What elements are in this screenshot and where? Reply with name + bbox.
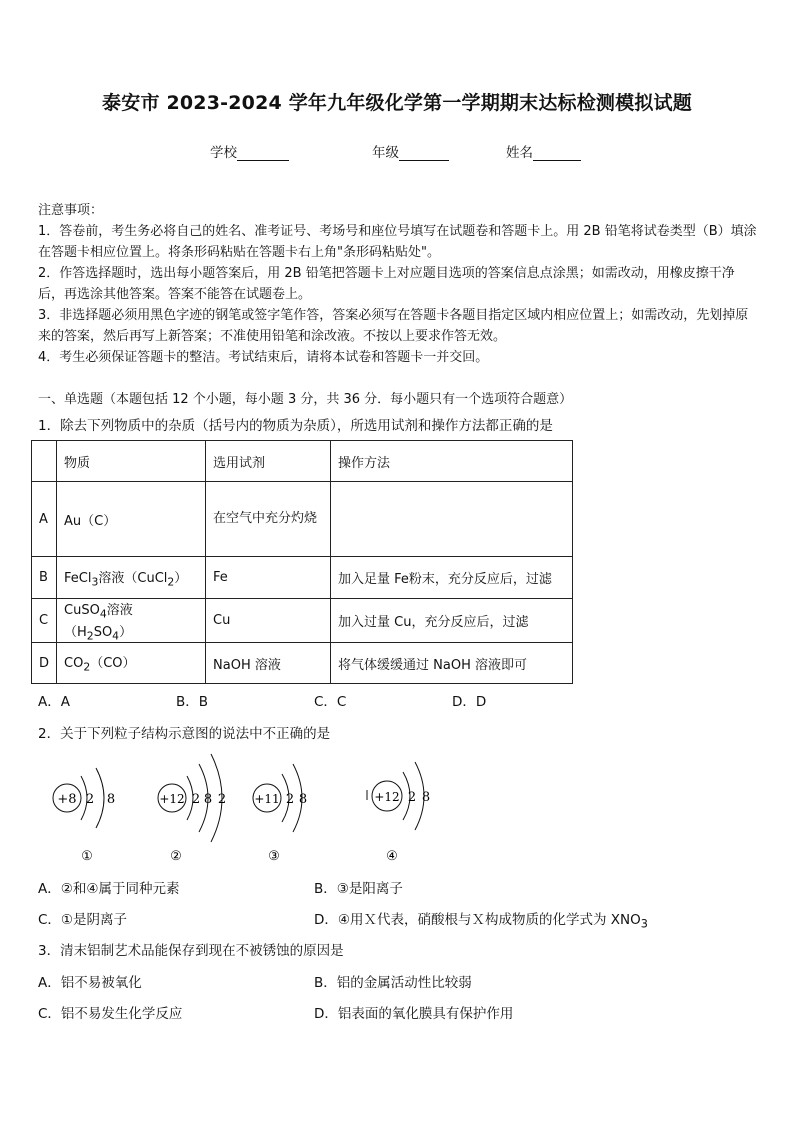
shell-electrons: 2 (407, 790, 417, 805)
substance-cell: Au（C） (57, 482, 206, 557)
nucleus-charge: +12 (159, 792, 185, 806)
question-3-stem: 3．清末铝制艺术品能保存到现在不被锈蚀的原因是 (38, 943, 344, 959)
notes-heading: 注意事项： (38, 203, 104, 218)
question-2-stem: 2．关于下列粒子结构示意图的说法中不正确的是 (38, 726, 331, 742)
q3-option-d[interactable]: D．铝表面的氧化膜具有保护作用 (314, 1006, 514, 1022)
section-heading: 一、单选题（本题包括 12 个小题，每小题 3 分，共 36 分．每小题只有一个选项符合题意） (38, 392, 573, 407)
grade-blank[interactable] (399, 146, 449, 161)
name-label: 姓名 (506, 145, 533, 161)
diagram-caption: ③ (268, 849, 280, 864)
reagent-cell: 在空气中充分灼烧 (206, 482, 331, 557)
diagram-caption: ④ (386, 849, 398, 864)
shell-electrons: 2 (191, 792, 201, 807)
atomic-structure-diagrams (0, 750, 794, 870)
atom-diagram-1 (53, 768, 115, 864)
school-blank[interactable] (237, 146, 289, 161)
atom-diagram-3 (253, 764, 307, 864)
method-cell: 加入足量 Fe粉末，充分反应后，过滤 (331, 557, 573, 599)
school-label: 学校 (210, 145, 237, 161)
shell-electrons: 8 (203, 792, 213, 807)
q1-option-c[interactable]: C．C (314, 694, 347, 710)
row-label: D (32, 643, 57, 684)
q2-option-b[interactable]: B．③是阳离子 (314, 881, 403, 897)
table-header-cell: 物质 (57, 441, 206, 482)
nucleus-charge: +12 (374, 790, 400, 804)
q3-option-c[interactable]: C．铝不易发生化学反应 (38, 1006, 183, 1022)
shell-electrons: 8 (298, 792, 308, 807)
reagent-cell: NaOH 溶液 (206, 643, 331, 684)
method-cell: 加入过量 Cu，充分反应后，过滤 (331, 599, 573, 643)
q3-option-a[interactable]: A．铝不易被氧化 (38, 975, 142, 991)
q1-option-a[interactable]: A．A (38, 694, 70, 710)
nucleus-charge: +8 (57, 792, 77, 807)
question-1-table (31, 440, 573, 684)
grade-field[interactable] (372, 141, 449, 161)
atom-diagram-2 (158, 754, 226, 864)
q1-option-d[interactable]: D．D (452, 694, 487, 710)
table-row (32, 643, 573, 684)
q1-option-b[interactable]: B．B (176, 694, 209, 710)
table-header-cell (32, 441, 57, 482)
q2-option-a[interactable]: A．②和④属于同种元素 (38, 881, 180, 897)
diagram-caption: ② (170, 849, 182, 864)
table-row (32, 599, 573, 643)
page-title: 泰安市 2023-2024 学年九年级化学第一学期期末达标检测模拟试题 (102, 92, 692, 114)
q2-option-d[interactable]: D．④用Ｘ代表，硝酸根与Ｘ构成物质的化学式为 $XNO_3$ (314, 912, 648, 931)
method-cell (331, 482, 573, 557)
substance-cell: $CO_2(CO)$ (57, 643, 206, 684)
row-label: B (32, 557, 57, 599)
note-item: 4．考生必须保证答题卡的整洁。考试结束后，请将本试卷和答题卡一并交回。 (38, 350, 489, 365)
shell-electrons: 2 (85, 792, 95, 807)
table-row (32, 482, 573, 557)
reagent-cell: Fe (206, 557, 331, 599)
q3-option-b[interactable]: B．铝的金属活动性比较弱 (314, 975, 472, 991)
note-item: 1．答卷前，考生务必将自己的姓名、准考证号、考场号和座位号填写在试题卷和答题卡上。用 2B 铅笔将试卷类型（B）填涂在答题卡相应位置上。将条形码粘贴在答题卡右上角"条形码粘贴处"。 (38, 224, 757, 260)
shell-electrons: 8 (421, 790, 431, 805)
q2-option-c[interactable]: C．①是阴离子 (38, 912, 128, 928)
nucleus-charge: +11 (254, 792, 280, 806)
shell-electrons: 2 (217, 792, 227, 807)
substance-cell: CuSO$_4$溶液$(H_2SO_4)$ (57, 599, 206, 643)
school-field[interactable] (210, 141, 289, 161)
name-field[interactable] (506, 141, 581, 161)
table-row (32, 557, 573, 599)
shell-electrons: 2 (285, 792, 295, 807)
table-header-row (32, 441, 573, 482)
note-item: 2．作答选择题时，选出每小题答案后，用 2B 铅笔把答题卡上对应题目选项的答案信息点涂黑；如需改动，用橡皮擦干净后，再选涂其他答案。答案不能答在试题卷上。 (38, 266, 735, 302)
reagent-cell: Cu (206, 599, 331, 643)
atom-diagram-4 (367, 762, 430, 864)
shell-electrons: 8 (106, 792, 116, 807)
grade-label: 年级 (372, 145, 399, 161)
table-header-cell: 选用试剂 (206, 441, 331, 482)
table-header-cell: 操作方法 (331, 441, 573, 482)
notes-block (38, 200, 760, 368)
substance-cell: FeCl$_3$溶液（CuCl$_2$） (57, 557, 206, 599)
row-label: C (32, 599, 57, 643)
diagram-caption: ① (81, 849, 93, 864)
row-label: A (32, 482, 57, 557)
question-1-stem: 1．除去下列物质中的杂质（括号内的物质为杂质），所选用试剂和操作方法都正确的是 (38, 418, 553, 434)
note-item: 3．非选择题必须用黑色字迹的钢笔或签字笔作答，答案必须写在答题卡各题目指定区域内相应位置上；如需改动，先划掉原来的答案，然后再写上新答案；不准使用铅笔和涂改液。不按以上要求作答无效。 (38, 308, 749, 344)
name-blank[interactable] (533, 146, 581, 161)
method-cell: 将气体缓缓通过 NaOH 溶液即可 (331, 643, 573, 684)
